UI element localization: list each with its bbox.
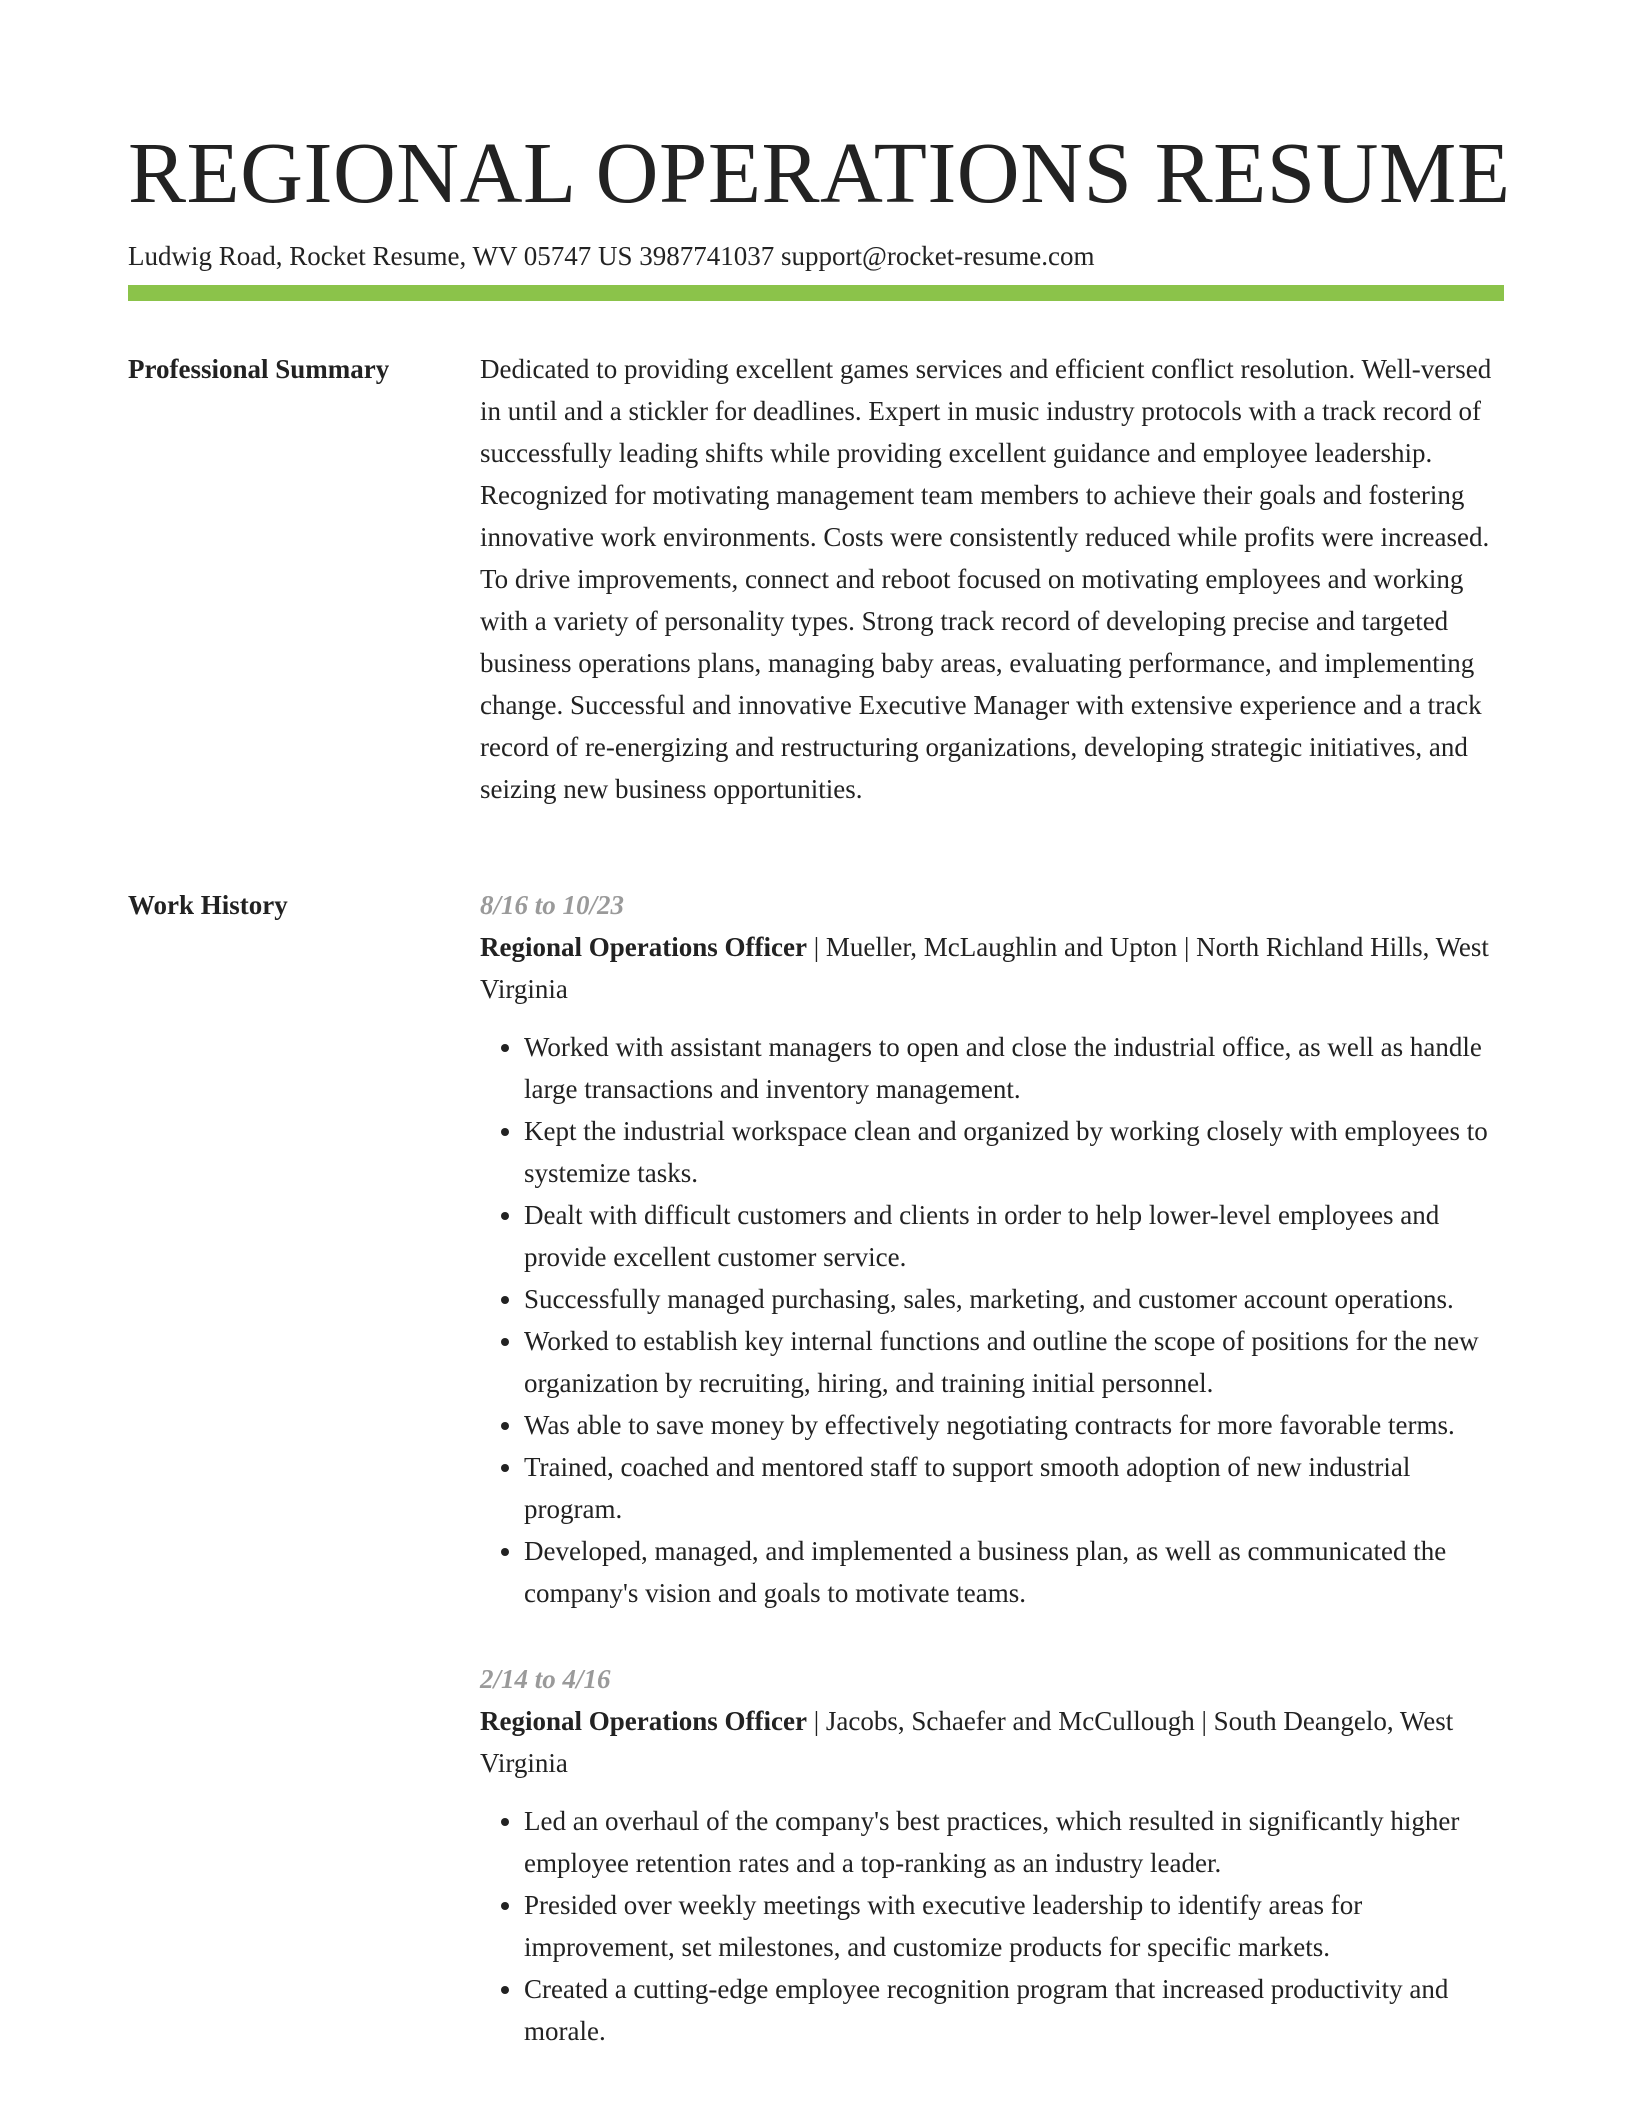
contact-info: Ludwig Road, Rocket Resume, WV 05747 US 3987741037 support@rocket-resume.com bbox=[128, 241, 1095, 271]
job-header bbox=[480, 926, 1504, 1010]
job-dates: 2/14 to 4/16 bbox=[480, 1664, 611, 1694]
job-bullet-list bbox=[480, 1800, 1504, 2052]
job-bullet: • Led an overhaul of the company's best practices, which resulted in significantly higher employee retention rates and a top-ranking as an industry leader. bbox=[524, 1800, 1504, 1884]
job-bullet: • Worked with assistant managers to open and close the industrial office, as well as handle large transactions and inventory management. bbox=[524, 1026, 1504, 1110]
job-bullet: • Was able to save money by effectively negotiating contracts for more favorable terms. bbox=[524, 1404, 1504, 1446]
work-history-body bbox=[480, 884, 1504, 2082]
job-entry bbox=[480, 1658, 1504, 2052]
summary-body bbox=[480, 348, 1504, 810]
job-bullet: • Dealt with difficult customers and clients in order to help lower-level employees and provide excellent customer service. bbox=[524, 1194, 1504, 1278]
job-bullet: • Worked to establish key internal functions and outline the scope of positions for the new organization by recruiting, hiring, and training initial personnel. bbox=[524, 1320, 1504, 1404]
job-bullet-list bbox=[480, 1026, 1504, 1614]
job-bullet: • Developed, managed, and implemented a business plan, as well as communicated the company's vision and goals to motivate teams. bbox=[524, 1530, 1504, 1614]
job-bullet: • Successfully managed purchasing, sales, marketing, and customer account operations. bbox=[524, 1278, 1504, 1320]
resume-title: REGIONAL OPERATIONS RESUME bbox=[128, 124, 1511, 221]
work-history-heading: Work History bbox=[128, 890, 288, 920]
job-title: Regional Operations Officer bbox=[480, 1706, 807, 1736]
accent-divider bbox=[128, 285, 1504, 301]
job-dates: 8/16 to 10/23 bbox=[480, 890, 625, 920]
summary-heading: Professional Summary bbox=[128, 354, 390, 384]
summary-text: Dedicated to providing excellent games services and efficient conflict resolution. Well-versed in until and a stickler for deadlines. Expert in music industry protocols with a track record of successfully leading shifts while providing excellent guidance and employee leadership. Recognized for motivating management team members to achieve their goals and fostering innovative work environments. Costs were consistently reduced while profits were increased. To drive improvements, connect and reboot focused on motivating employees and working with a variety of personality types. Strong track record of developing precise and targeted business operations plans, managing baby areas, evaluating performance, and implementing change. Successful and innovative Executive Manager with extensive experience and a track record of re-energizing and restructuring organizations, developing strategic initiatives, and seizing new business opportunities. bbox=[480, 354, 1492, 804]
job-employer-location: | Jacobs, Schaefer and McCullough | South Deangelo, West Virginia bbox=[480, 1706, 1454, 1778]
resume-header bbox=[128, 118, 1511, 274]
job-bullet: • Trained, coached and mentored staff to support smooth adoption of new industrial program. bbox=[524, 1446, 1504, 1530]
job-entry bbox=[480, 884, 1504, 1614]
job-bullet: • Kept the industrial workspace clean and organized by working closely with employees to systemize tasks. bbox=[524, 1110, 1504, 1194]
job-bullet: • Created a cutting-edge employee recognition program that increased productivity and morale. bbox=[524, 1968, 1504, 2052]
job-header bbox=[480, 1700, 1504, 1784]
job-bullet: • Presided over weekly meetings with executive leadership to identify areas for improvement, set milestones, and customize products for specific markets. bbox=[524, 1884, 1504, 1968]
job-employer-location: | Mueller, McLaughlin and Upton | North Richland Hills, West Virginia bbox=[480, 932, 1489, 1004]
job-title: Regional Operations Officer bbox=[480, 932, 807, 962]
